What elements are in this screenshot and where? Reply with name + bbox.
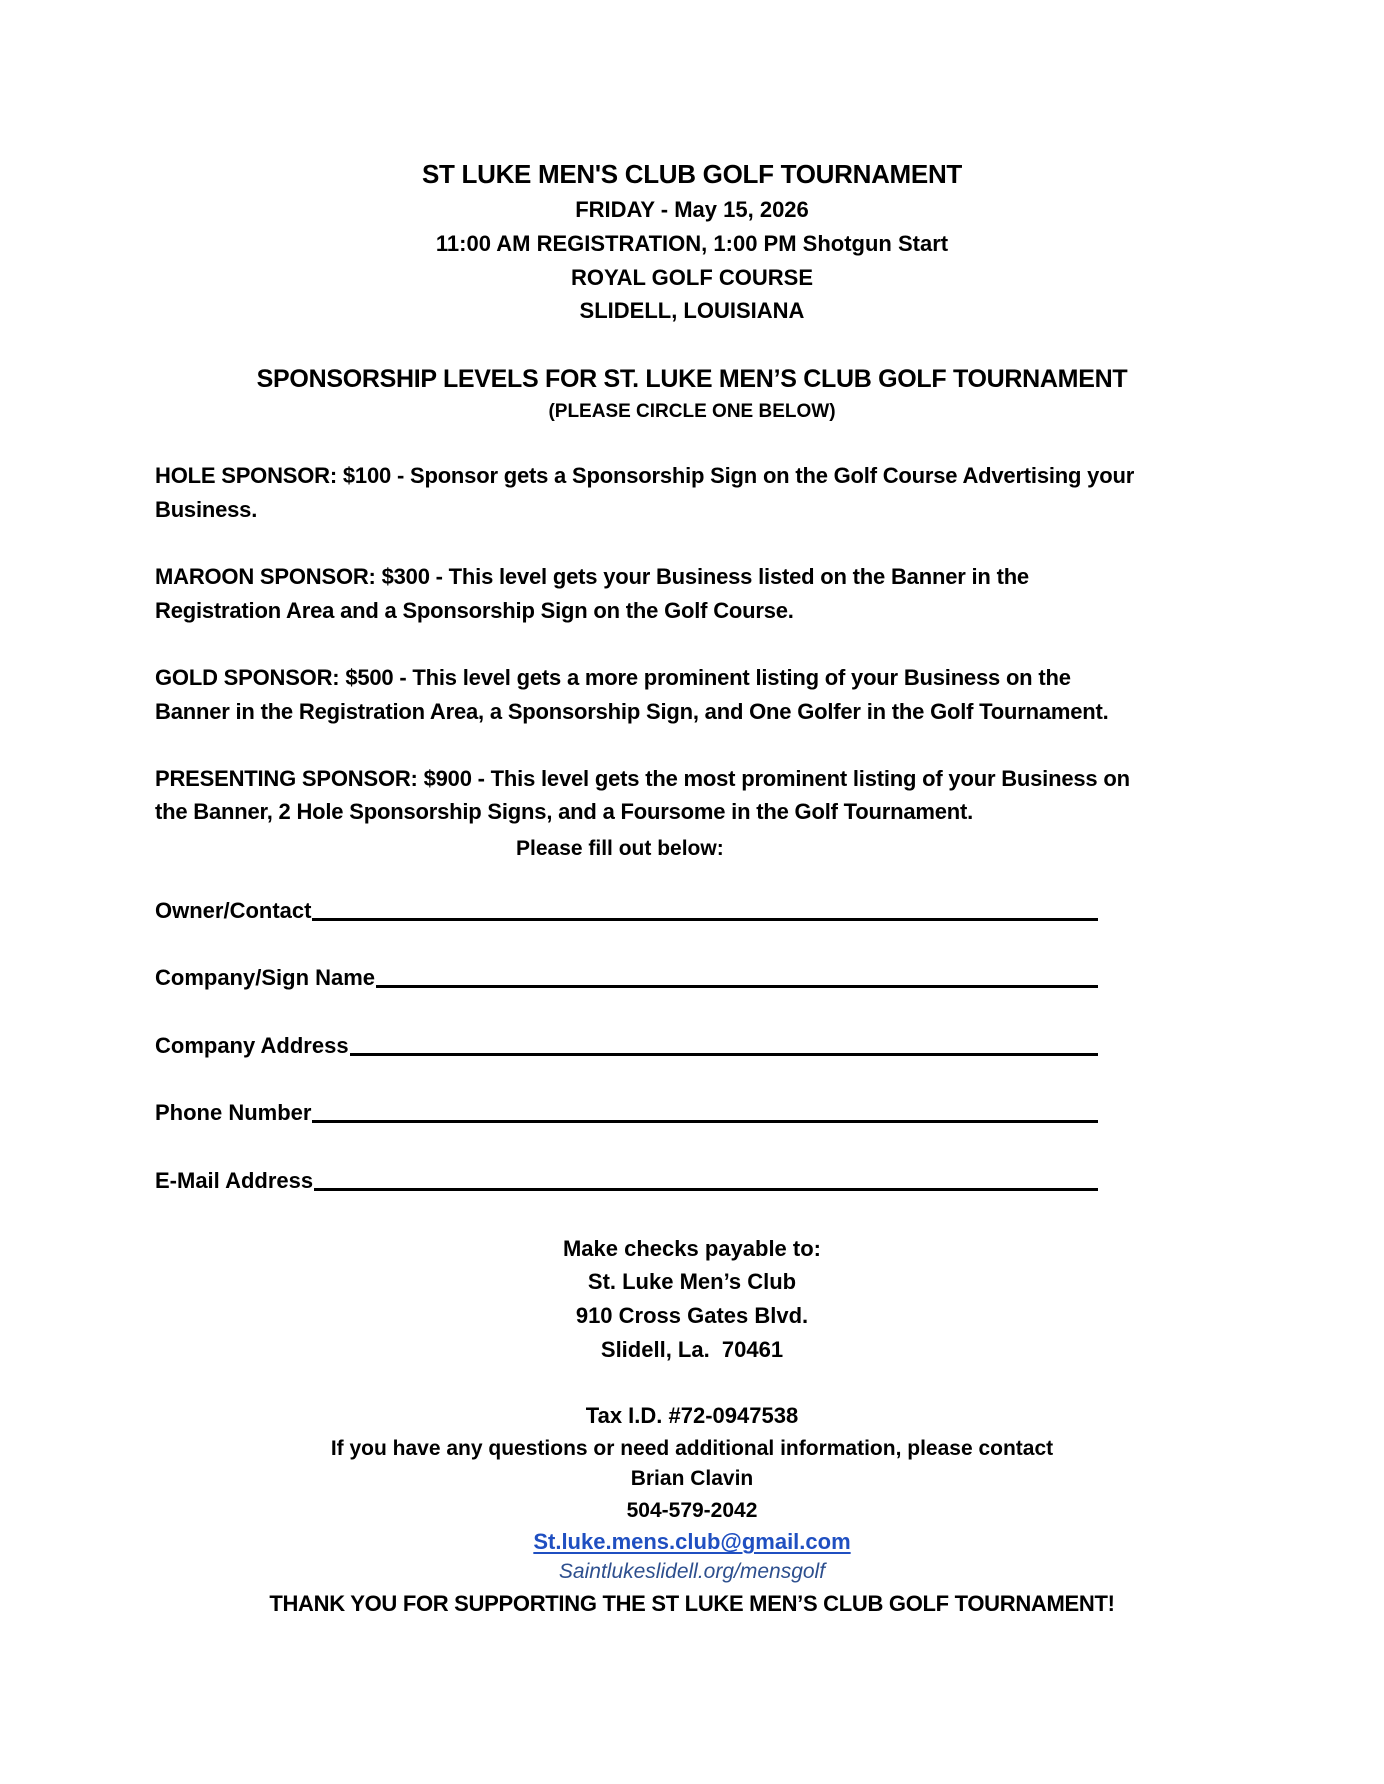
- sponsorship-heading: SPONSORSHIP LEVELS FOR ST. LUKE MEN’S CLUB GOLF TOURNAMENT: [256, 365, 1128, 393]
- sponsor-level-text: Business.: [155, 497, 258, 522]
- sponsor-level-text: the Banner, 2 Hole Sponsorship Signs, and a Foursome in the Golf Tournament.: [155, 799, 974, 824]
- payee-name: St. Luke Men’s Club: [587, 1269, 797, 1294]
- sponsor-level-text: Registration Area and a Sponsorship Sign on the Golf Course.: [155, 598, 794, 623]
- sponsorship-instruction: (PLEASE CIRCLE ONE BELOW): [548, 401, 836, 422]
- email-address-input-line[interactable]: [314, 1188, 1098, 1191]
- questions-text: If you have any questions or need additional information, please contact: [330, 1437, 1054, 1460]
- field-label: Owner/Contact: [155, 898, 312, 923]
- owner-contact-input-line[interactable]: [312, 918, 1098, 921]
- phone-number-input-line[interactable]: [312, 1120, 1098, 1123]
- company-address-field[interactable]: [155, 1035, 1155, 1057]
- contact-name: Brian Clavin: [630, 1467, 754, 1490]
- event-date: FRIDAY - May 15, 2026: [575, 197, 809, 222]
- field-label: Company Address: [155, 1033, 349, 1058]
- sponsor-level-text: GOLD SPONSOR: $500 - This level gets a more prominent listing of your Business on the: [155, 665, 1071, 690]
- field-label: E-Mail Address: [155, 1168, 314, 1193]
- event-location: SLIDELL, LOUISIANA: [579, 298, 805, 323]
- contact-phone: 504-579-2042: [626, 1499, 758, 1522]
- payment-heading: Make checks payable to:: [562, 1236, 821, 1261]
- sponsor-level-text: HOLE SPONSOR: $100 - Sponsor gets a Sponsorship Sign on the Golf Course Advertising your: [155, 463, 1135, 488]
- company-sign-name-input-line[interactable]: [376, 985, 1098, 988]
- owner-contact-field[interactable]: [155, 900, 1155, 922]
- website-row: [0, 1561, 1384, 1582]
- email-address-field[interactable]: [155, 1170, 1155, 1192]
- field-label: Company/Sign Name: [155, 965, 376, 990]
- event-times: 11:00 AM REGISTRATION, 1:00 PM Shotgun Start: [435, 231, 949, 256]
- payee-city: Slidell, La. 70461: [600, 1337, 784, 1362]
- website-link[interactable]: Saintlukeslidell.org/mensgolf: [558, 1560, 826, 1583]
- thank-you-footer: THANK YOU FOR SUPPORTING THE ST LUKE MEN’S CLUB GOLF TOURNAMENT!: [269, 1591, 1115, 1616]
- field-label: Phone Number: [155, 1100, 312, 1125]
- sponsor-level-text: MAROON SPONSOR: $300 - This level gets your Business listed on the Banner in the: [155, 564, 1029, 589]
- page-title: ST LUKE MEN'S CLUB GOLF TOURNAMENT: [421, 159, 963, 189]
- sponsor-level-text: Banner in the Registration Area, a Sponsorship Sign, and One Golfer in the Golf Tournament.: [155, 699, 1109, 724]
- sponsor-level-text: PRESENTING SPONSOR: $900 - This level gets the most prominent listing of your Business on: [155, 766, 1130, 791]
- payee-street: 910 Cross Gates Blvd.: [575, 1303, 809, 1328]
- form-prompt: Please fill out below:: [516, 837, 724, 860]
- company-address-input-line[interactable]: [350, 1053, 1098, 1056]
- contact-email-link[interactable]: St.luke.mens.club@gmail.com: [533, 1529, 851, 1554]
- company-sign-name-field[interactable]: [155, 967, 1155, 989]
- tax-id: Tax I.D. #72-0947538: [585, 1403, 799, 1428]
- event-venue: ROYAL GOLF COURSE: [570, 265, 814, 290]
- phone-number-field[interactable]: [155, 1102, 1155, 1124]
- contact-email-row: [0, 1531, 1384, 1553]
